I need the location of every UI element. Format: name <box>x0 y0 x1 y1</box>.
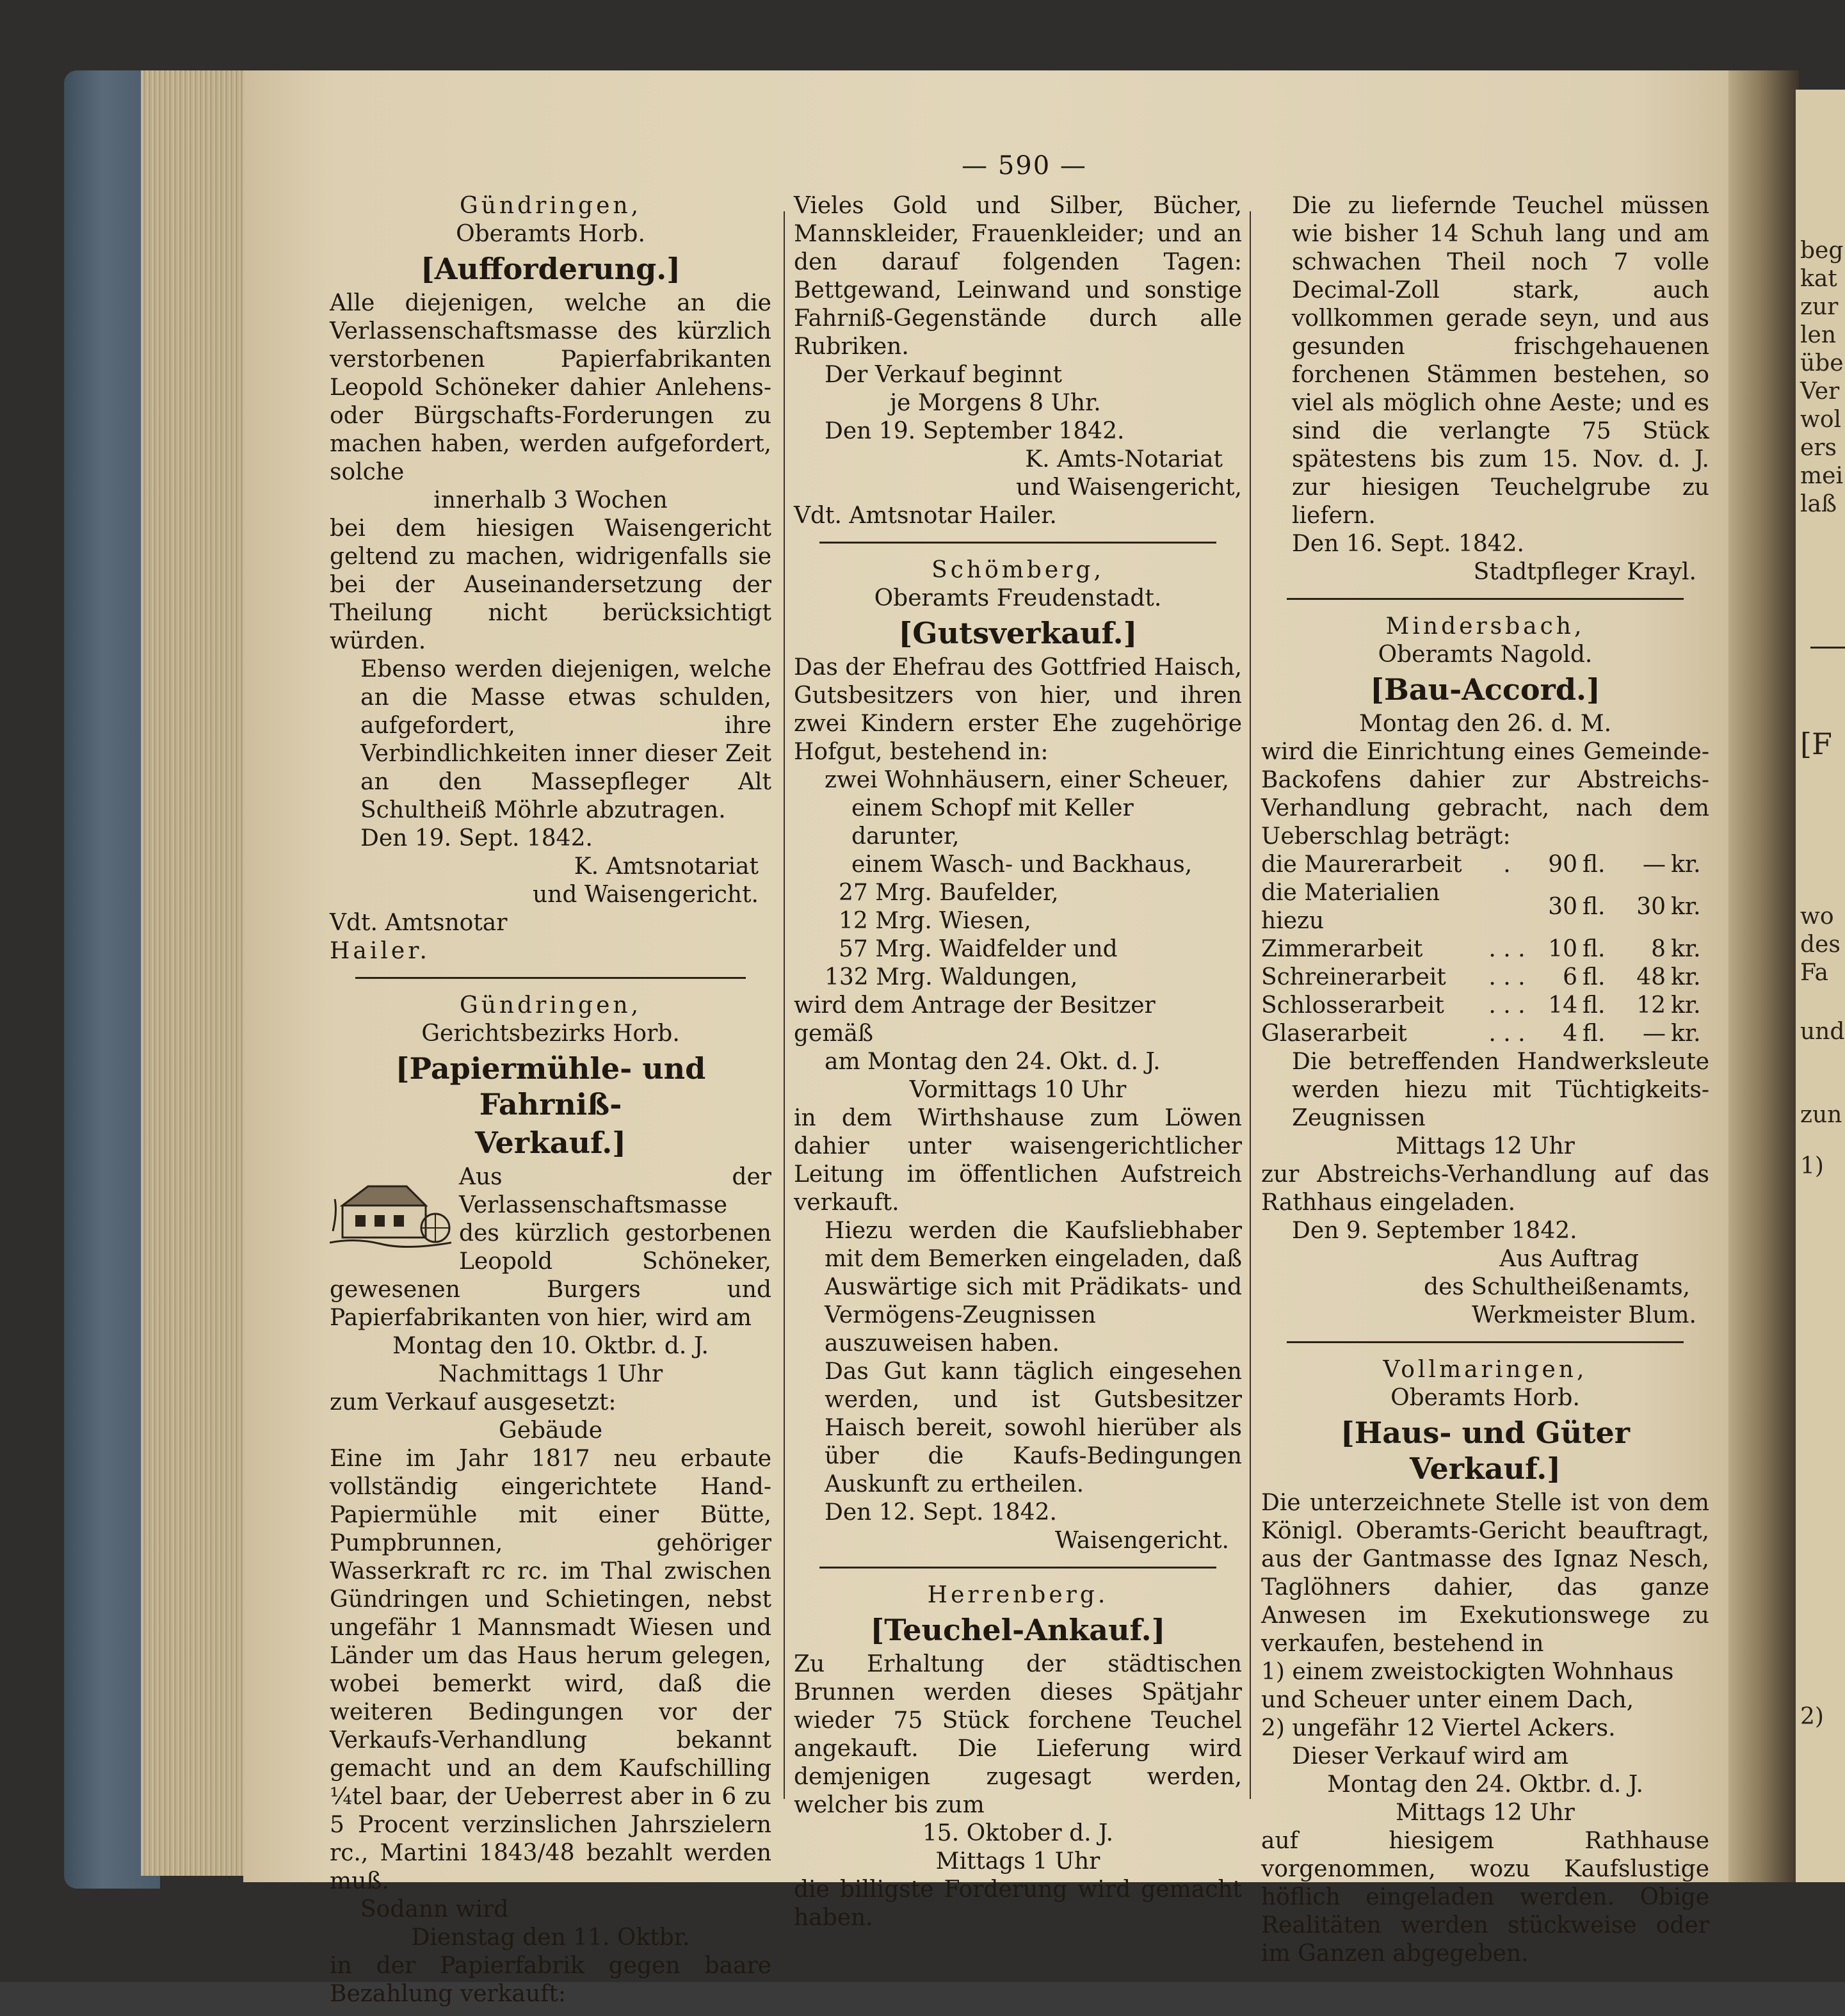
date-line: Montag den 10. Oktbr. d. J. <box>392 1333 709 1359</box>
paragraph: Das der Ehefrau des Gottfried Haisch, Gutsbesitzers von hier, und ihren zwei Kindern erster Ehe zugehörige Hofgut, bestehend in: <box>794 654 1242 765</box>
announcement-heading: [Haus- und Güter Verkauf.] <box>1340 1415 1631 1486</box>
cost-kreuzer-unit: kr. <box>1671 992 1701 1019</box>
facing-page-fragment: und <box>1800 1019 1845 1045</box>
facing-page-fragment: des <box>1800 931 1841 958</box>
cost-row <box>1261 964 1709 992</box>
date-line: Montag den 26. d. M. <box>1358 711 1612 737</box>
vidit-line: Vdt. Amtsnotar <box>330 910 508 936</box>
facing-page-fragment: wo <box>1800 903 1834 930</box>
signature: K. Amtsnotariat <box>574 853 759 880</box>
cost-item: die Maurerarbeit <box>1261 851 1462 878</box>
page-edges <box>141 70 256 1876</box>
paragraph: auf hiesigem Rathhause vorgenommen, wozu Kaufslustige höflich eingeladen werden. Obige Realitäten werden stückweise oder im Ganzen abgegeben. <box>1261 1828 1709 1967</box>
paragraph: Der Verkauf beginnt <box>825 362 1063 388</box>
announcement-heading: [Gutsverkauf.] <box>898 616 1138 650</box>
cost-florin: 90 <box>1548 851 1577 878</box>
announcement <box>794 556 1242 1555</box>
paragraph: Die zu liefernde Teuchel müssen wie bisher 14 Schuh lang und am schwachen Theil noch 7 volle Decimal-Zoll stark, auch vollkommen gerade seyn, und aus gesunden frischgehauenen forchenen Stämmen bestehen, so viel als möglich ohne Aeste; und es sind die verlangte 75 Stück spätestens bis zum 15. Nov. d. J. zur hiesigen Teuchelgrube zu liefern. <box>1292 193 1709 529</box>
announcement <box>330 192 771 965</box>
time-line: Vormittags 10 Uhr <box>909 1077 1127 1103</box>
cost-item: Zimmerarbeit <box>1261 936 1423 962</box>
facing-page-fragment: 1) <box>1800 1153 1824 1179</box>
cost-row <box>1261 851 1709 879</box>
paragraph: Die betreffenden Handwerksleute werden hiezu mit Tüchtigkeits-Zeugnissen <box>1292 1049 1709 1131</box>
date-line: Den 19. September 1842. <box>825 418 1125 444</box>
cost-item: Schlosserarbeit <box>1261 992 1444 1019</box>
facing-page-fragment: zur <box>1800 294 1839 320</box>
date-line: Den 16. Sept. 1842. <box>1292 531 1524 557</box>
paragraph: wird die Einrichtung eines Gemeinde-Backofens dahier zur Abstreichs-Verhandlung gebracht, nach dem Ueberschlag beträgt: <box>1261 739 1709 850</box>
page-number: — 590 — <box>962 151 1087 181</box>
list-item: 2) ungefähr 12 Viertel Ackers. <box>1261 1715 1616 1741</box>
district-name: Oberamts Freudenstadt. <box>874 585 1162 611</box>
announcement <box>1261 192 1709 586</box>
date-line: Den 12. Sept. 1842. <box>825 1499 1057 1526</box>
paragraph: Eine im Jahr 1817 neu erbaute vollständig eingerichtete Hand-Papiermühle mit einer Bütte, Pumpbrunnen, gehöriger Wasserkraft rc rc. im Thal zwischen Gündringen und Schietingen, nebst ungefähr 1 Mannsmadt Wiesen und Länder um das Haus herum gelegen, wobei bemerkt wird, daß die weiteren Bedingungen vor der Verkaufs-Verhandlung bekannt gemacht und an dem Kaufschilling ¼tel baar, der Ueberrest aber in 6 zu 5 Procent verzinslichen Jahrszielern rc., Martini 1843/48 bezahlt werden muß. <box>330 1446 771 1894</box>
paragraph: Die unterzeichnete Stelle ist von dem Königl. Oberamts-Gericht beauftragt, aus der Gantmasse des Ignaz Nesch, Taglöhners dahier, das ganze Anwesen im Exekutionswege zu verkaufen, bestehend in <box>1261 1490 1709 1657</box>
paragraph: die billigste Forderung wird gemacht haben. <box>794 1876 1242 1931</box>
facing-page-fragment: wol <box>1800 407 1842 433</box>
paragraph: Sodann wird <box>360 1896 509 1923</box>
cost-item: Glaserarbeit <box>1261 1020 1407 1047</box>
facing-page-fragment: übe <box>1800 350 1844 376</box>
district-name: Gerichtsbezirks Horb. <box>421 1020 680 1047</box>
district-name: Oberamts Horb. <box>1390 1385 1580 1411</box>
announcement-heading: Verkauf.] <box>474 1125 627 1160</box>
time-line: Mittags 1 Uhr <box>935 1848 1100 1875</box>
cost-kreuzer-unit: kr. <box>1671 894 1701 920</box>
facing-page-fragment: mei <box>1800 463 1843 489</box>
cost-florin: 14 <box>1548 992 1577 1019</box>
signature: Stadtpfleger Krayl. <box>1473 559 1696 585</box>
district-name: Oberamts Nagold. <box>1378 641 1593 668</box>
signature: und Waisengericht. <box>532 882 759 908</box>
cost-dots <box>1481 879 1533 935</box>
cost-row <box>1261 935 1709 964</box>
announcement-heading: [Teuchel-Ankauf.] <box>870 1613 1166 1647</box>
date-line: 15. Oktober d. J. <box>922 1820 1114 1846</box>
facing-page-fragment: 2) <box>1800 1704 1824 1730</box>
cost-dots: . . . <box>1488 936 1526 962</box>
cost-dots: . . . <box>1488 1020 1526 1047</box>
facing-page-fragment: ers <box>1800 435 1837 461</box>
paragraph: Das Gut kann täglich eingesehen werden, und ist Gutsbesitzer Haisch bereit, sowohl hierüber als über die Kaufs-Bedingungen Auskunft zu ertheilen. <box>825 1359 1242 1497</box>
cost-florin-unit: fl. <box>1583 964 1606 990</box>
divider <box>1287 1341 1684 1343</box>
place-name: Schömberg, <box>931 557 1104 583</box>
mill-vignette-icon <box>330 1167 451 1250</box>
list-item: 132 Mrg. Waldungen, <box>825 964 1078 990</box>
date-line: Dienstag den 11. Oktbr. <box>411 1924 690 1951</box>
list-item: 57 Mrg. Waidfelder und <box>839 936 1118 962</box>
divider <box>355 977 746 979</box>
paragraph: wird dem Antrage der Besitzer gemäß <box>794 992 1156 1047</box>
paragraph: Hiezu werden die Kaufsliebhaber mit dem Bemerken eingeladen, daß Auswärtige sich mit Prädikats- und Vermögens-Zeugnissen auszuweisen haben. <box>825 1218 1242 1357</box>
cost-row <box>1261 992 1709 1020</box>
divider <box>819 542 1216 544</box>
signature: Waisengericht. <box>1054 1528 1229 1554</box>
cost-dots: . . . <box>1488 964 1526 990</box>
place-name: Mindersbach, <box>1385 613 1585 640</box>
list-item: 1) einem zweistockigten Wohnhaus und Scheuer unter einem Dach, <box>1261 1659 1674 1713</box>
column-1 <box>330 192 771 2016</box>
facing-page-fragment: Fa <box>1800 960 1828 986</box>
facing-page-fragment: len <box>1800 322 1837 348</box>
divider <box>1287 598 1684 600</box>
cost-florin-unit: fl. <box>1583 1020 1606 1047</box>
paragraph: in dem Wirthshause zum Löwen dahier unter waisengerichtlicher Leitung im öffentlichen Aufstreich verkauft. <box>794 1105 1242 1216</box>
cost-dots: . <box>1503 851 1511 878</box>
list-item: 27 Mrg. Baufelder, <box>839 880 1059 906</box>
time-line: Mittags 12 Uhr <box>1396 1800 1575 1826</box>
vidit-name: Hailer. <box>330 938 430 964</box>
cost-florin-unit: fl. <box>1583 894 1606 920</box>
signature: Aus Auftrag <box>1499 1246 1639 1272</box>
cost-row <box>1261 1020 1709 1048</box>
paragraph: Ebenso werden diejenigen, welche an die Masse etwas schulden, aufgefordert, ihre Verbindlichkeiten inner dieser Zeit an den Massepfleger Alt Schultheiß Möhrle abzutragen. <box>360 656 771 823</box>
place-name: Vollmaringen, <box>1383 1357 1588 1383</box>
announcement-heading: [Bau-Accord.] <box>1370 672 1600 707</box>
cost-kreuzer-unit: kr. <box>1671 964 1701 990</box>
announcement <box>330 992 771 2008</box>
divider <box>819 1567 1216 1568</box>
deadline-line: innerhalb 3 Wochen <box>433 487 668 513</box>
cost-kreuzer-unit: kr. <box>1671 1020 1701 1047</box>
list-item: einem Schopf mit Keller darunter, <box>851 795 1134 850</box>
cost-item: Schreinerarbeit <box>1261 964 1446 990</box>
facing-page-fragment: laß <box>1800 491 1837 517</box>
cost-florin-unit: fl. <box>1583 851 1606 878</box>
date-line: Den 9. September 1842. <box>1292 1218 1577 1244</box>
time-line: Nachmittags 1 Uhr <box>438 1361 663 1387</box>
column-rule <box>784 211 785 1799</box>
signature: des Schultheißenamts, <box>1424 1274 1690 1300</box>
place-name: Gündringen, <box>459 193 642 219</box>
date-line: Montag den 24. Oktbr. d. J. <box>1327 1771 1643 1798</box>
time-line: je Morgens 8 Uhr. <box>890 390 1101 416</box>
paragraph: Aus der Verlassenschaftsmasse des kürzlich gestorbenen Leopold Schöneker, gewesenen Burgers und Papierfabrikanten von hier, wird am <box>330 1164 771 1331</box>
facing-page-fragment: [F <box>1800 727 1832 761</box>
announcement <box>1261 1356 1709 1968</box>
vidit-line: Vdt. Amtsnotar Hailer. <box>794 503 1057 529</box>
facing-page-fragment: zun <box>1800 1102 1842 1128</box>
cost-kreuzer: 30 <box>1636 894 1666 920</box>
signature: und Waisengericht, <box>1015 474 1242 501</box>
column-3 <box>1261 192 1709 1976</box>
signature: Werkmeister Blum. <box>1472 1302 1696 1328</box>
cost-florin: 10 <box>1548 936 1577 962</box>
subheading: Gebäude <box>498 1417 603 1444</box>
list-item: zwei Wohnhäusern, einer Scheuer, <box>825 767 1230 793</box>
cost-kreuzer: — <box>1643 1020 1666 1047</box>
cost-florin-unit: fl. <box>1583 992 1606 1019</box>
date-line: Den 19. Sept. 1842. <box>360 825 593 851</box>
paragraph: zur Abstreichs-Verhandlung auf das Rathhaus eingeladen. <box>1261 1161 1709 1216</box>
cost-kreuzer: 12 <box>1636 992 1666 1019</box>
paragraph: Alle diejenigen, welche an die Verlassenschaftsmasse des kürzlich verstorbenen Papierfabrikanten Leopold Schöneker dahier Anlehens- oder Bürgschafts-Forderungen zu machen haben, werden aufgefordert, solche <box>330 290 771 485</box>
facing-page-fragment: beg <box>1800 238 1844 264</box>
facing-page-fragment: kat <box>1800 266 1837 292</box>
cost-dots: . . . <box>1488 992 1526 1019</box>
cost-florin: 6 <box>1563 964 1577 990</box>
facing-page-fragment: Ver <box>1800 378 1840 405</box>
time-line: Mittags 12 Uhr <box>1396 1133 1575 1159</box>
announcement-heading: [Papiermühle- und Fahrniß- <box>395 1051 706 1122</box>
paragraph: Zu Erhaltung der städtischen Brunnen werden dieses Spätjahr wieder 75 Stück forchene Teuchel angekauft. Die Lieferung wird demjenigen zugesagt werden, welcher bis zum <box>794 1651 1242 1818</box>
paragraph: Vieles Gold und Silber, Bücher, Mannskleider, Frauenkleider; und an den darauf folgenden Tagen: Bettgewand, Leinwand und sonstige Fahrniß-Gegenstände durch alle Rubriken. <box>794 193 1242 360</box>
paragraph: Dieser Verkauf wird am <box>1292 1743 1569 1770</box>
cost-kreuzer-unit: kr. <box>1671 851 1701 878</box>
cost-kreuzer: 8 <box>1651 936 1666 962</box>
announcement-heading: [Aufforderung.] <box>420 252 681 286</box>
cost-kreuzer-unit: kr. <box>1671 936 1701 962</box>
cost-florin: 30 <box>1548 894 1577 920</box>
announcement <box>1261 613 1709 1330</box>
paragraph: in der Papierfabrik gegen baare Bezahlung verkauft: <box>330 1953 771 2007</box>
cost-kreuzer: 48 <box>1636 964 1666 990</box>
announcement <box>794 1581 1242 1932</box>
announcement <box>794 192 1242 530</box>
paragraph: zum Verkauf ausgesetzt: <box>330 1389 616 1415</box>
list-item: einem Wasch- und Backhaus, <box>851 851 1193 878</box>
date-line: am Montag den 24. Okt. d. J. <box>825 1049 1161 1075</box>
cost-row <box>1261 879 1709 935</box>
cost-florin-unit: fl. <box>1583 936 1606 962</box>
page-gutter <box>1728 70 1799 1882</box>
place-name: Gündringen, <box>459 992 642 1019</box>
place-name: Herrenberg. <box>927 1582 1109 1608</box>
list-item: 12 Mrg. Wiesen, <box>839 908 1031 934</box>
cost-florin: 4 <box>1563 1020 1577 1047</box>
column-rule <box>1250 211 1251 1799</box>
column-2 <box>794 192 1242 1940</box>
facing-page-rule <box>1810 647 1845 649</box>
cost-table <box>1261 851 1709 1048</box>
cost-kreuzer: — <box>1643 851 1666 878</box>
paragraph: bei dem hiesigen Waisengericht geltend zu machen, widrigenfalls sie bei der Auseinandersetzung der Theilung nicht berücksichtigt würden. <box>330 515 771 654</box>
district-name: Oberamts Horb. <box>456 221 645 247</box>
cost-item: die Materialien hiezu <box>1261 880 1440 934</box>
signature: K. Amts-Notariat <box>1025 446 1223 472</box>
